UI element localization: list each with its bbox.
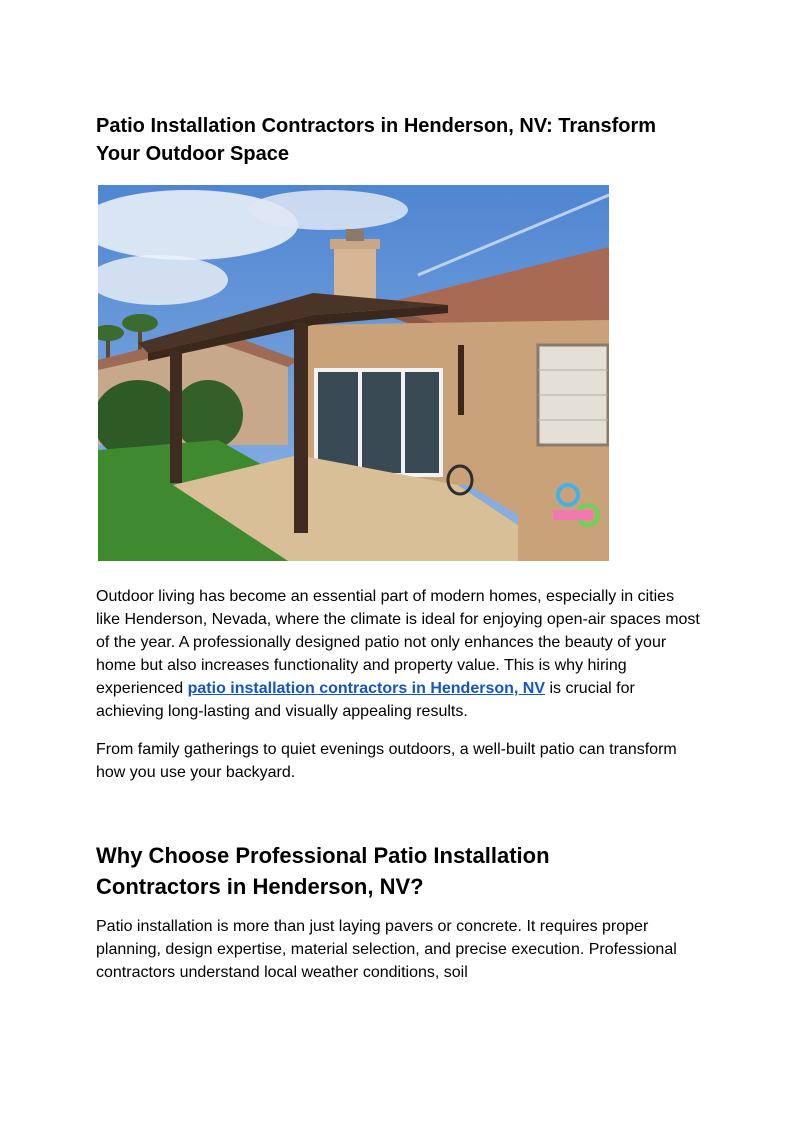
patio-photo [98,185,609,561]
intro-text-after-link: is crucial for achieving long-lasting and visually appealing results. [96,680,635,720]
section-heading: Why Choose Professional Patio Installation Contractors in Henderson, NV? [96,843,550,899]
section-paragraph: Patio installation is more than just laying pavers or concrete. It requires proper planning, design expertise, material selection, and precise execution. Professional contractors understand local weather conditions, soil [96,918,677,981]
intro-text-before-link: Outdoor living has become an essential part of modern homes, especially in cities like Henderson, Nevada, where the climate is ideal for enjoying open-air spaces most of the year. A professionally designed patio not only enhances the beauty of your home but also increases functionality and property value. This is why hiring experienced [96,588,700,697]
intro-paragraph [96,585,700,723]
backyard-paragraph: From family gatherings to quiet evenings outdoors, a well-built patio can transform how you use your backyard. [96,741,677,781]
page-title: Patio Installation Contractors in Henderson, NV: Transform Your Outdoor Space [96,115,657,165]
patio-contractors-link[interactable]: patio installation contractors in Henderson, NV [187,680,546,697]
